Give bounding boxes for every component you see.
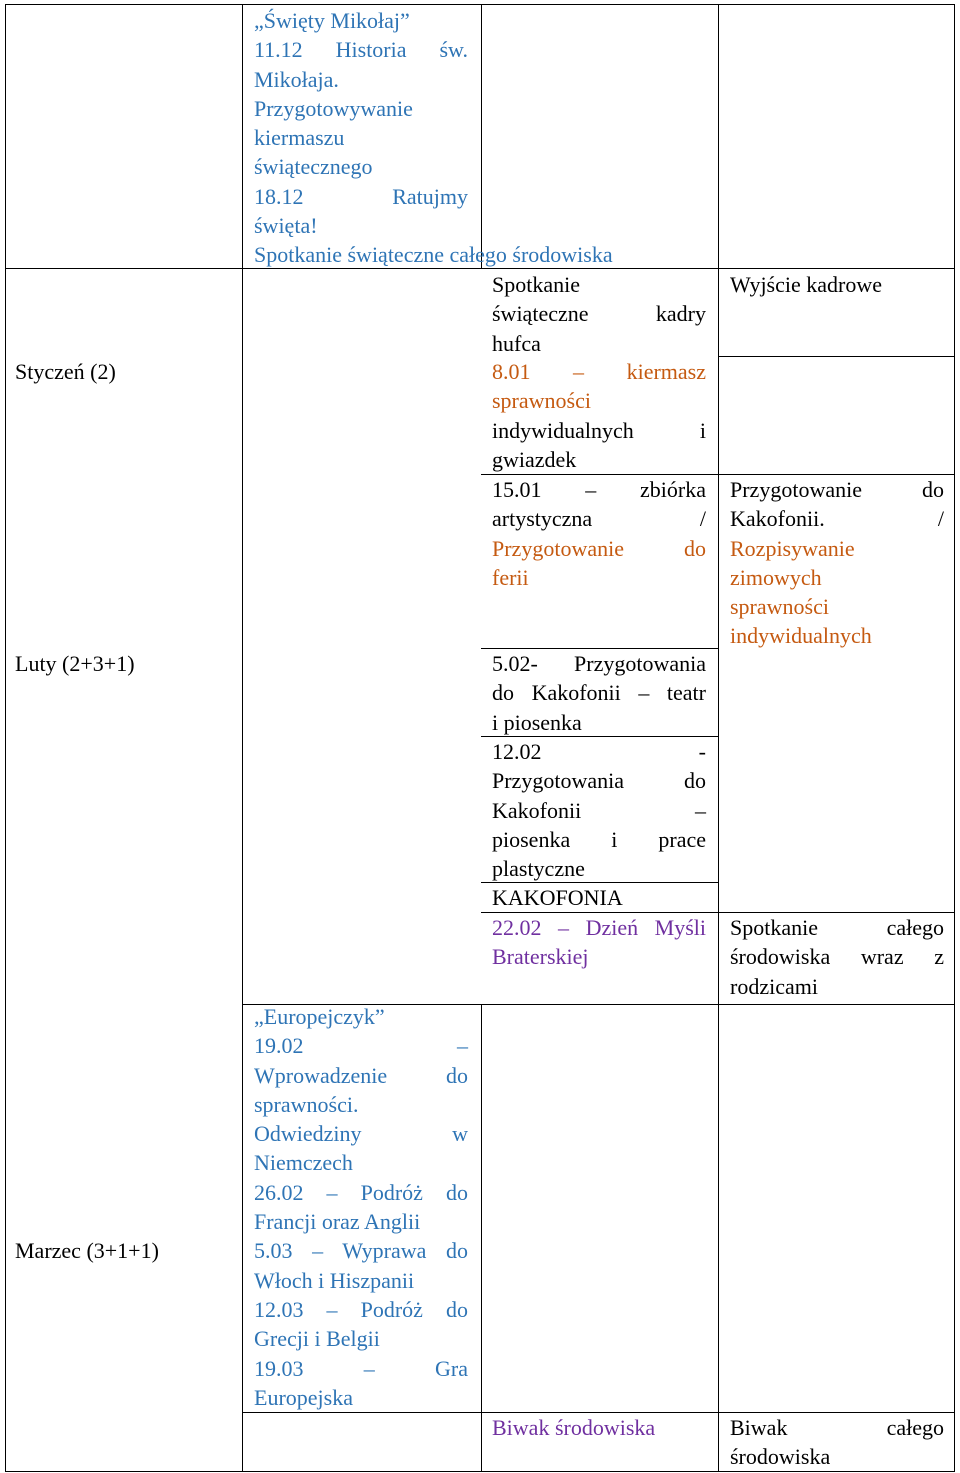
cell-line: plastyczne [492, 856, 585, 882]
list-item: 18.12 Ratujmy [254, 183, 468, 209]
cell-line: świąteczne kadry [492, 301, 706, 327]
cell-line: rodzicami [730, 973, 818, 999]
cell-kakofonia: KAKOFONIA [492, 885, 623, 910]
grid-line [242, 4, 243, 1471]
list-item: 26.02 – Podróż do [254, 1179, 468, 1205]
grid-line [718, 356, 955, 357]
list-item: Grecji i Belgii [254, 1326, 380, 1352]
list-item: Wprowadzenie do [254, 1062, 468, 1088]
month-february: Luty (2+3+1) [15, 651, 135, 676]
grid-line [481, 4, 482, 268]
spanning-christmas-meeting: Spotkanie świąteczne całego środowiska [254, 242, 613, 267]
cell-line: 15.01 – zbiórka [492, 477, 706, 502]
cell-line: Spotkanie całego [730, 915, 944, 940]
list-item: Odwiedziny w [254, 1121, 468, 1147]
list-item: Przygotowywanie [254, 95, 413, 121]
cell-line: piosenka i prace [492, 826, 706, 852]
list-item: świątecznego [254, 154, 373, 180]
cell-line: środowiska [730, 1444, 831, 1470]
cell-line: do Kakofonii – teatr [492, 680, 706, 706]
cell-staff-outing: Wyjście kadrowe [730, 272, 883, 297]
cell-line: indywidualnych i [492, 417, 706, 443]
cell-line: 12.02 - [492, 739, 706, 764]
cell-kakofonia-prep-1 [492, 649, 706, 737]
cell-line: ferii [492, 564, 529, 590]
cell-line: artystyczna / [492, 506, 706, 532]
list-item: 5.03 – Wyprawa do [254, 1238, 468, 1264]
cell-parents-meeting [730, 913, 944, 1001]
cell-line: 5.02- Przygotowania [492, 651, 706, 676]
cell-line: hufca [492, 330, 541, 356]
list-item: święta! [254, 213, 318, 239]
cell-line: Rozpisywanie [730, 535, 855, 561]
cell-biwak-calego [730, 1413, 944, 1472]
block-title: „Święty Mikołaj” [254, 8, 410, 33]
cell-line: 8.01 – kiermasz [492, 359, 706, 384]
month-january: Styczeń (2) [15, 359, 116, 384]
grid-line [5, 4, 6, 1471]
block-title: „Europejczyk” [254, 1004, 385, 1029]
month-march: Marzec (3+1+1) [15, 1238, 159, 1263]
list-item: 19.03 – Gra [254, 1355, 468, 1381]
cell-kakofonia-prep-2 [492, 737, 706, 883]
europejczyk-block [254, 1002, 468, 1412]
list-item: 11.12 Historia św. [254, 37, 468, 63]
cell-line: 22.02 – Dzień Myśli [492, 915, 706, 940]
cell-thinking-day [492, 913, 706, 972]
cell-line: indywidualnych [730, 623, 872, 649]
list-item: 12.03 – Podróż do [254, 1296, 468, 1322]
swiety-mikolaj-block [254, 6, 468, 240]
list-item: Francji oraz Anglii [254, 1209, 421, 1235]
cell-biwak-srodowiska: Biwak środowiska [492, 1415, 656, 1440]
list-item: sprawności. [254, 1091, 359, 1117]
cell-line: zimowych [730, 564, 822, 590]
list-item: Europejska [254, 1384, 353, 1410]
list-item: Mikołaja. [254, 66, 339, 92]
cell-line: Przygotowania do [492, 768, 706, 794]
list-item: kiermaszu [254, 125, 345, 151]
cell-line: i piosenka [492, 709, 582, 735]
grid-line [5, 4, 955, 5]
cell-line: sprawności [730, 594, 829, 620]
grid-line [481, 1004, 482, 1471]
list-item: 19.02 – [254, 1033, 468, 1059]
grid-line [954, 4, 955, 1471]
list-item: Włoch i Hiszpanii [254, 1267, 415, 1293]
list-item: Niemczech [254, 1150, 353, 1176]
cell-line: Spotkanie [492, 272, 580, 297]
grid-line [718, 4, 719, 1471]
cell-line: środowiska wraz z [730, 944, 944, 970]
cell-fair [492, 357, 706, 474]
cell-line: Kakofonii. / [730, 506, 944, 532]
cell-line: gwiazdek [492, 446, 577, 472]
cell-line: Przygotowanie do [730, 477, 944, 502]
cell-artistic-meeting [492, 475, 706, 592]
cell-line: Braterskiej [492, 944, 589, 970]
cell-christmas-staff [492, 270, 706, 358]
cell-line: Przygotowanie do [492, 535, 706, 561]
cell-line: Biwak całego [730, 1415, 944, 1440]
cell-line: sprawności [492, 388, 591, 414]
cell-line: Kakofonii – [492, 797, 706, 823]
cell-kakofonia-prep-col4 [730, 475, 944, 651]
